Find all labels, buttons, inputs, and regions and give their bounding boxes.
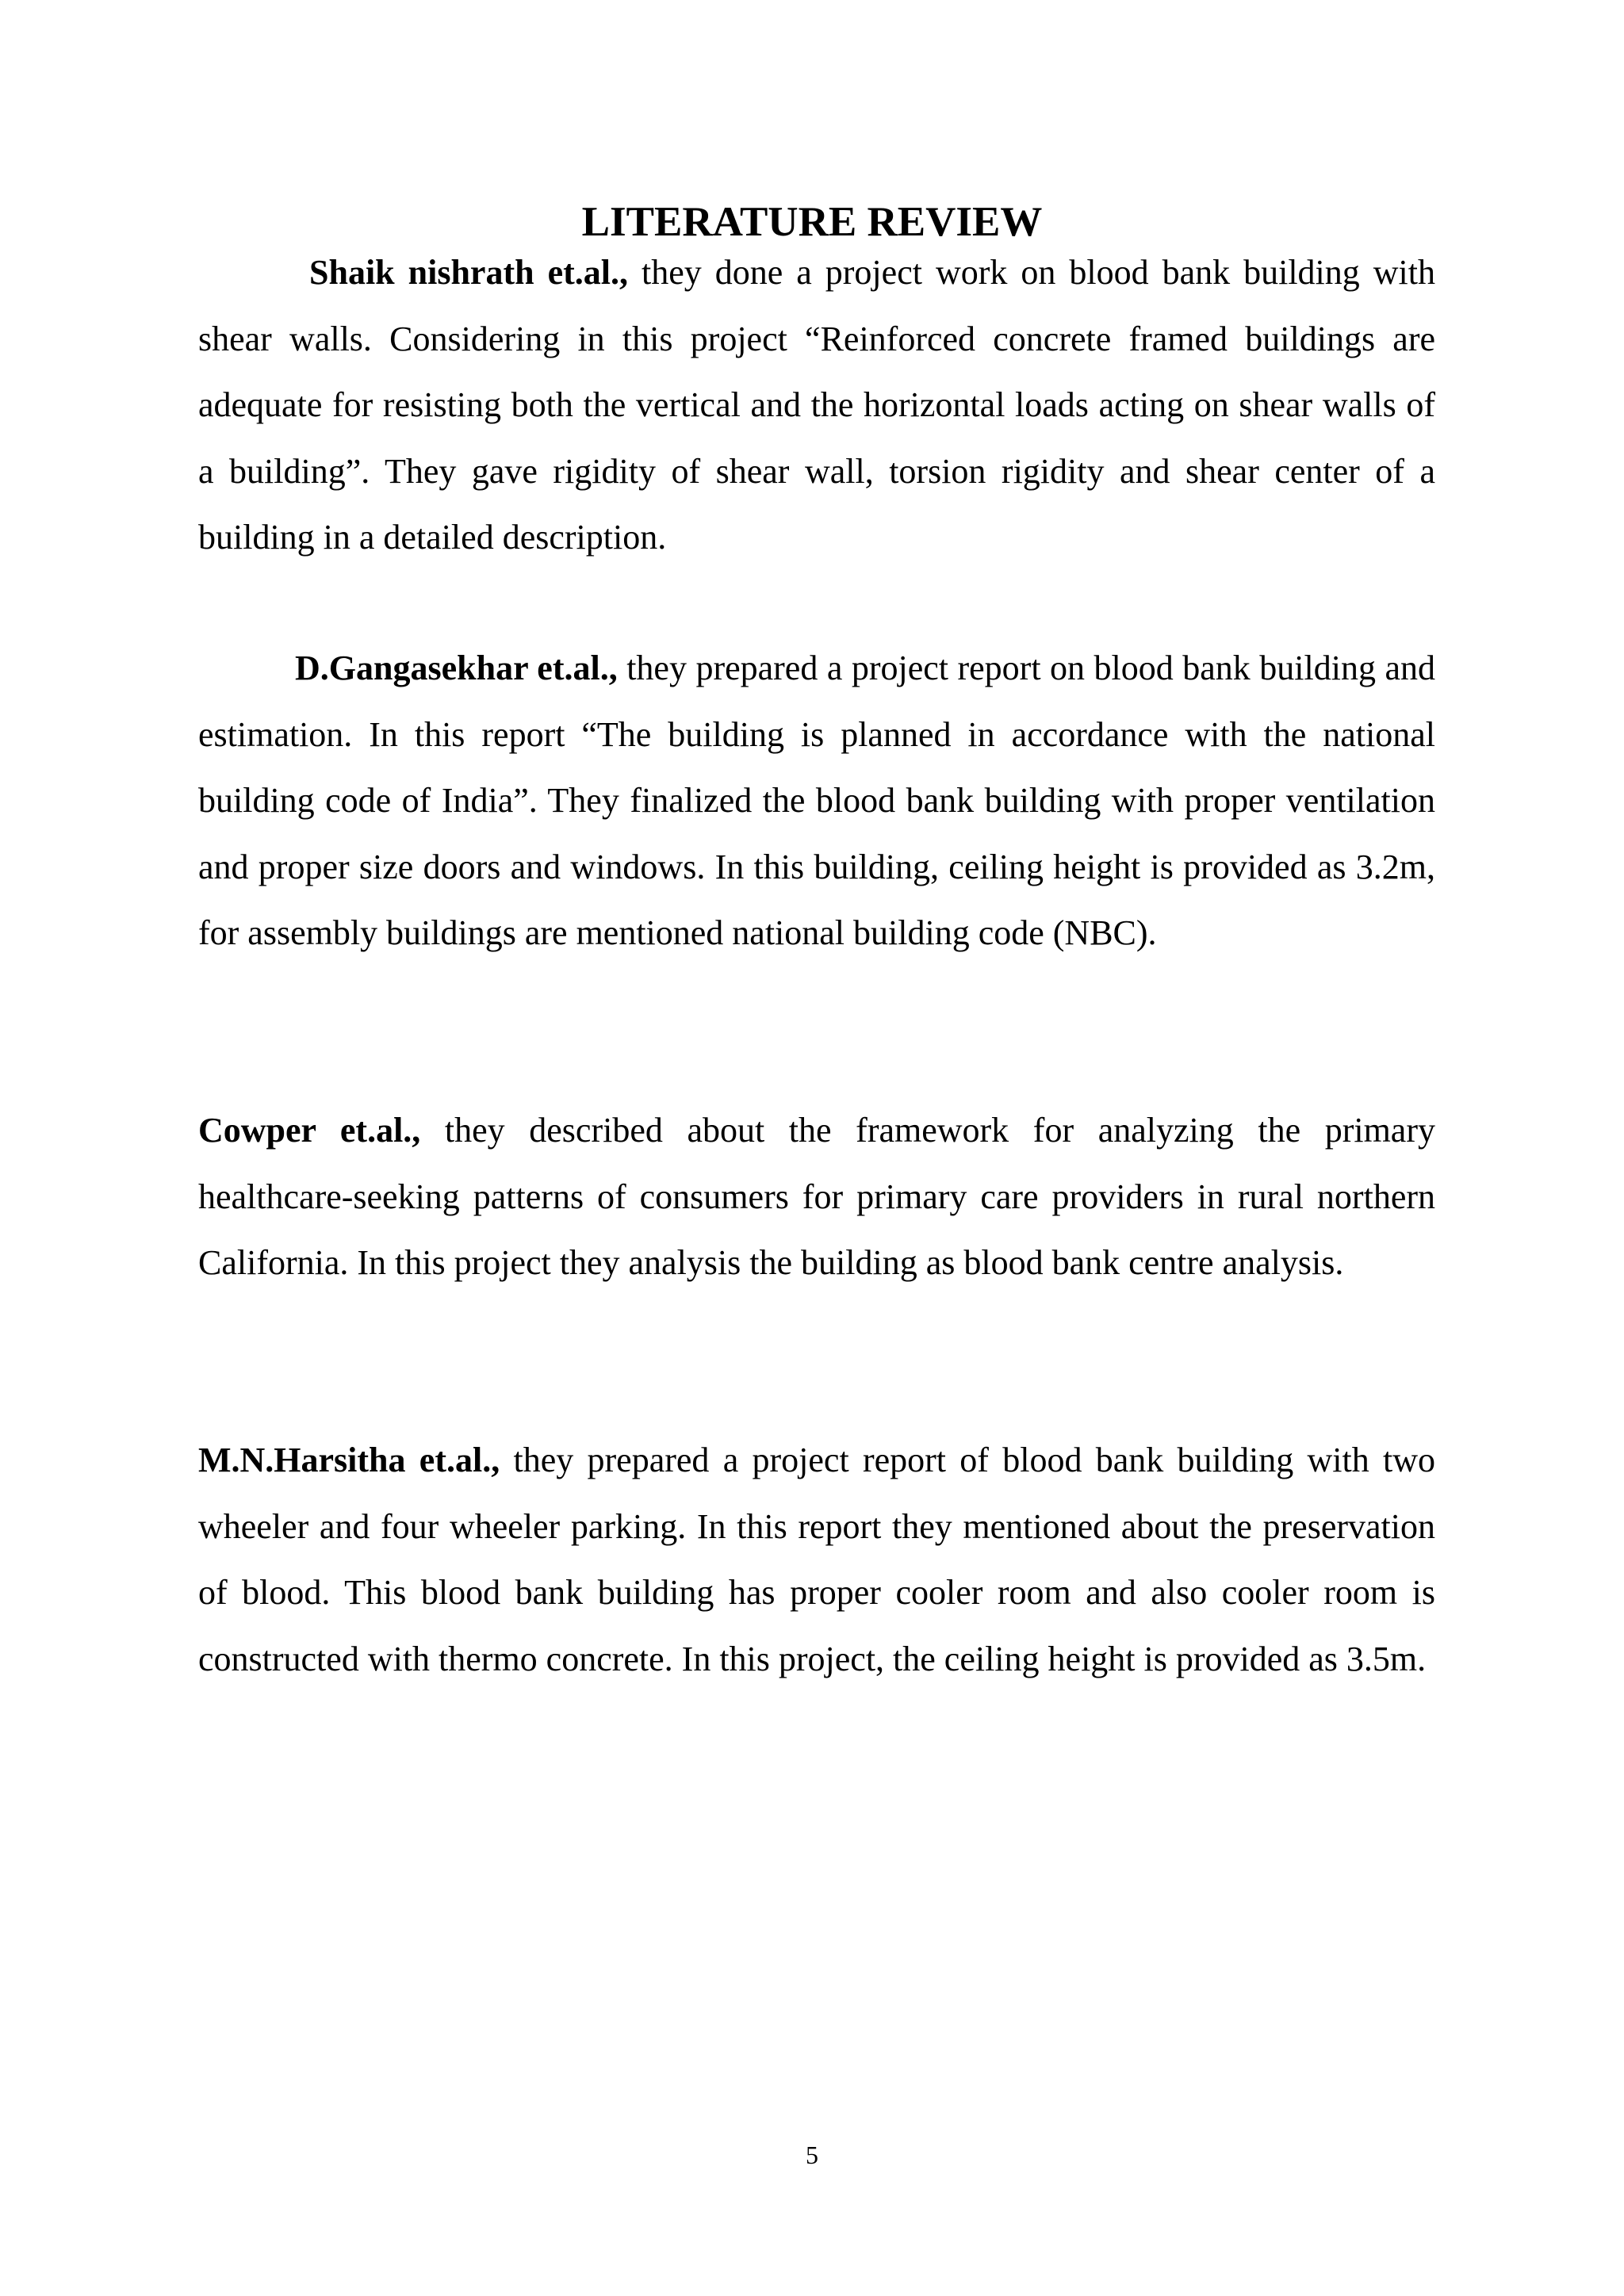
author-name: Shaik nishrath et.al., xyxy=(309,253,628,292)
paragraph-text: they prepared a project report of blood bank building with two wheeler and four wheeler parking. In this report they mentioned about the preservation of blood. This blood bank building has proper cooler room and also cooler room is constructed with thermo concrete. In this project, the ceiling height is provided as 3.5m. xyxy=(198,1441,1435,1678)
author-name: M.N.Harsitha et.al., xyxy=(198,1441,500,1479)
author-name: Cowper et.al., xyxy=(198,1111,421,1150)
paragraph-cowper xyxy=(198,1097,1435,1296)
paragraph-text: they done a project work on blood bank building with shear walls. Considering in this project “Reinforced concrete framed buildings are adequate for resisting both the vertical and the horizontal loads acting on shear walls of a building”. They gave rigidity of shear wall, torsion rigidity and shear center of a building in a detailed description. xyxy=(198,253,1435,557)
paragraph-harsitha xyxy=(198,1427,1435,1692)
author-name: D.Gangasekhar et.al., xyxy=(295,649,618,687)
paragraph-gangasekhar xyxy=(198,635,1435,966)
paragraph-text: they described about the framework for analyzing the primary healthcare-seeking patterns of consumers for primary care providers in rural northern California. In this project they analysis the building as blood bank centre analysis. xyxy=(198,1111,1435,1282)
paragraph-text: they prepared a project report on blood bank building and estimation. In this report “The building is planned in accordance with the national building code of India”. They finalized the blood bank building with proper ventilation and proper size doors and windows. In this building, ceiling height is provided as 3.2m, for assembly buildings are mentioned national building code (NBC). xyxy=(198,649,1435,952)
page-number: 5 xyxy=(806,2141,818,2169)
page-title: LITERATURE REVIEW xyxy=(581,199,1043,245)
paragraph-shaik-nishrath xyxy=(198,239,1435,571)
